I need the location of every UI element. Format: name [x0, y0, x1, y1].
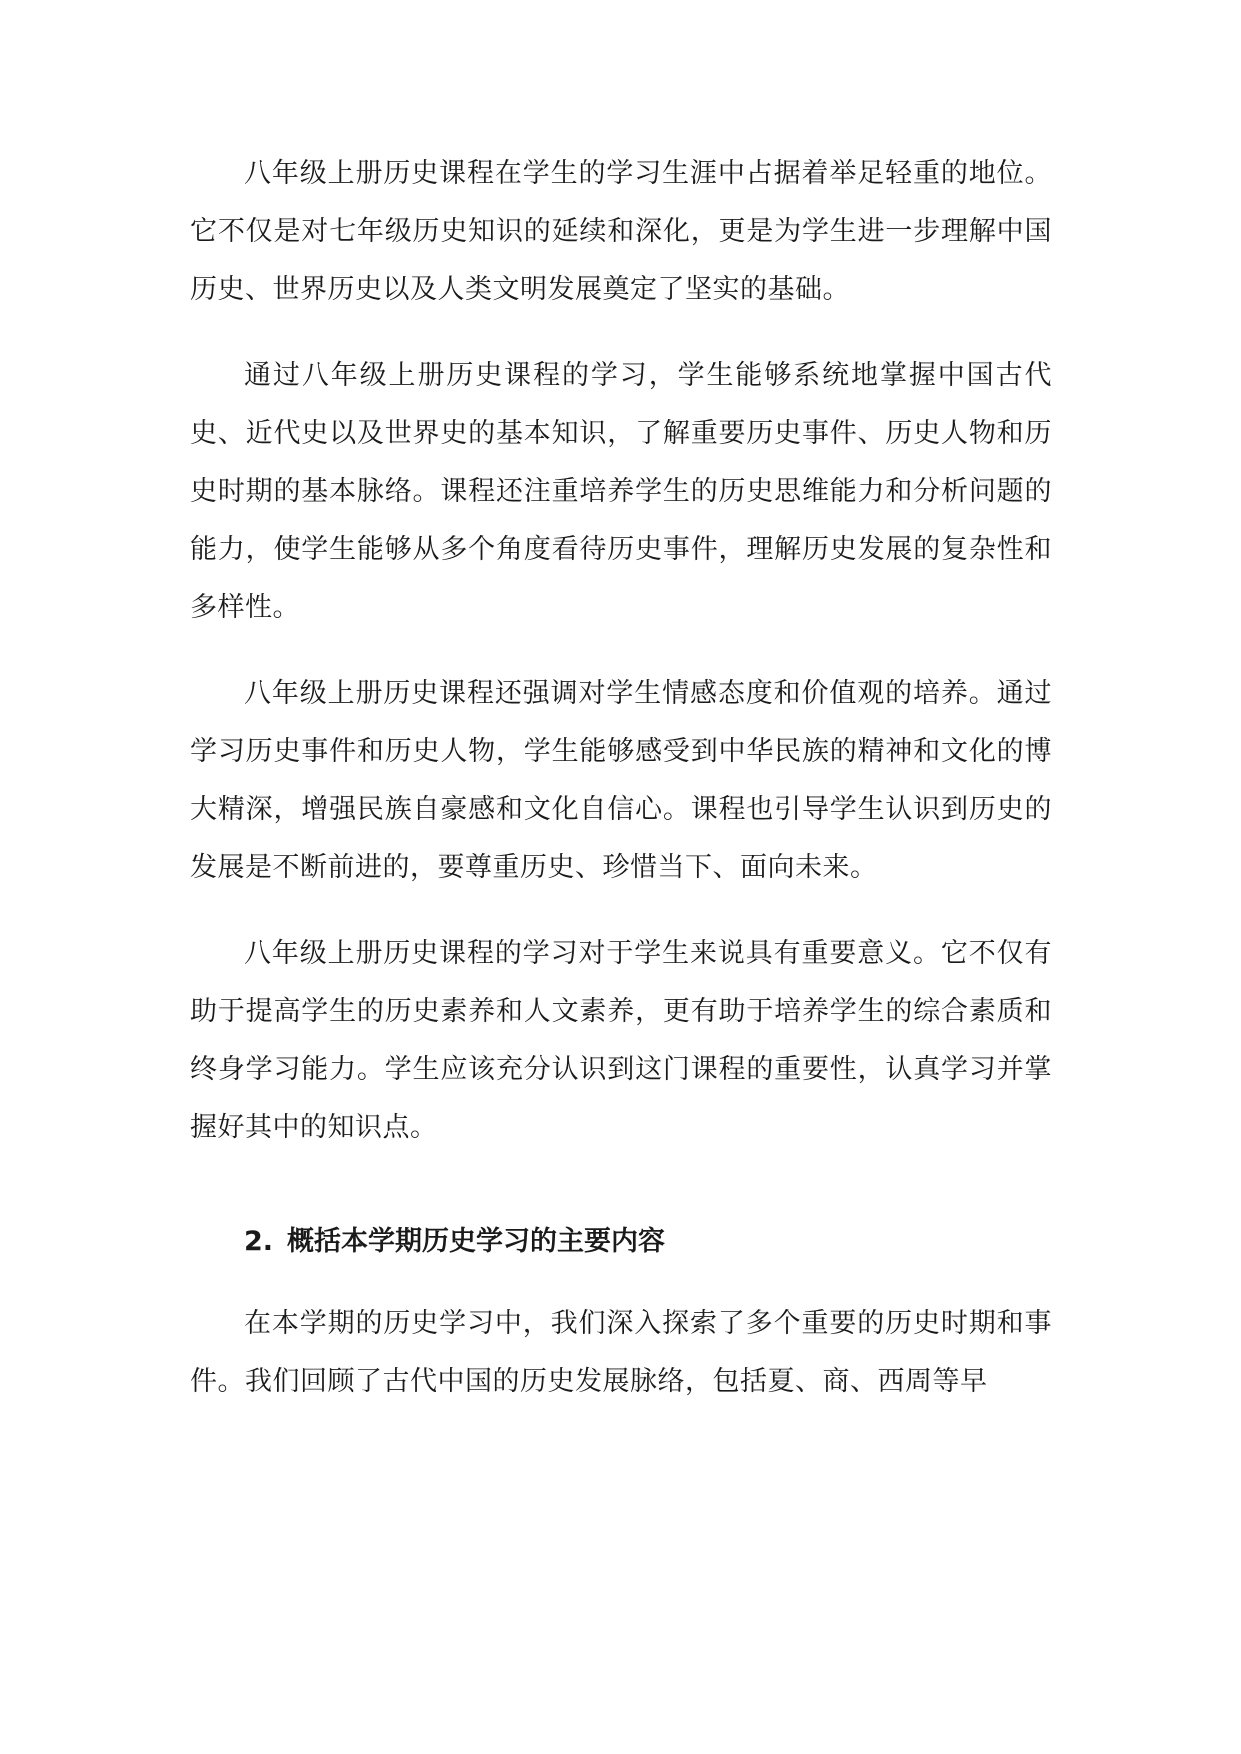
section-heading: [190, 1213, 1052, 1271]
paragraph-4: 八年级上册历史课程的学习对于学生来说具有重要意义。它不仅有助于提高学生的历史素养和人文素养，更有助于培养学生的综合素质和终身学习能力。学生应该充分认识到这门课程的重要性，认真学习并掌握好其中的知识点。: [190, 938, 1052, 1143]
paragraph-2: 通过八年级上册历史课程的学习，学生能够系统地掌握中国古代史、近代史以及世界史的基本知识，了解重要历史事件、历史人物和历史时期的基本脉络。课程还注重培养学生的历史思维能力和分析问题的能力，使学生能够从多个角度看待历史事件，理解历史发展的复杂性和多样性。: [190, 360, 1052, 623]
document-body: [190, 145, 1052, 1439]
paragraph-1: 八年级上册历史课程在学生的学习生涯中占据着举足轻重的地位。它不仅是对七年级历史知识的延续和深化，更是为学生进一步理解中国历史、世界历史以及人类文明发展奠定了坚实的基础。: [190, 158, 1052, 305]
paragraph-3: 八年级上册历史课程还强调对学生情感态度和价值观的培养。通过学习历史事件和历史人物，学生能够感受到中华民族的精神和文化的博大精深，增强民族自豪感和文化自信心。课程也引导学生认识到历史的发展是不断前进的，要尊重历史、珍惜当下、面向未来。: [190, 678, 1052, 883]
section-title: 概括本学期历史学习的主要内容: [287, 1226, 666, 1257]
section-paragraph-1: 在本学期的历史学习中，我们深入探索了多个重要的历史时期和事件。我们回顾了古代中国的历史发展脉络，包括夏、商、西周等早: [190, 1308, 1052, 1397]
section-number: 2.: [244, 1226, 274, 1257]
